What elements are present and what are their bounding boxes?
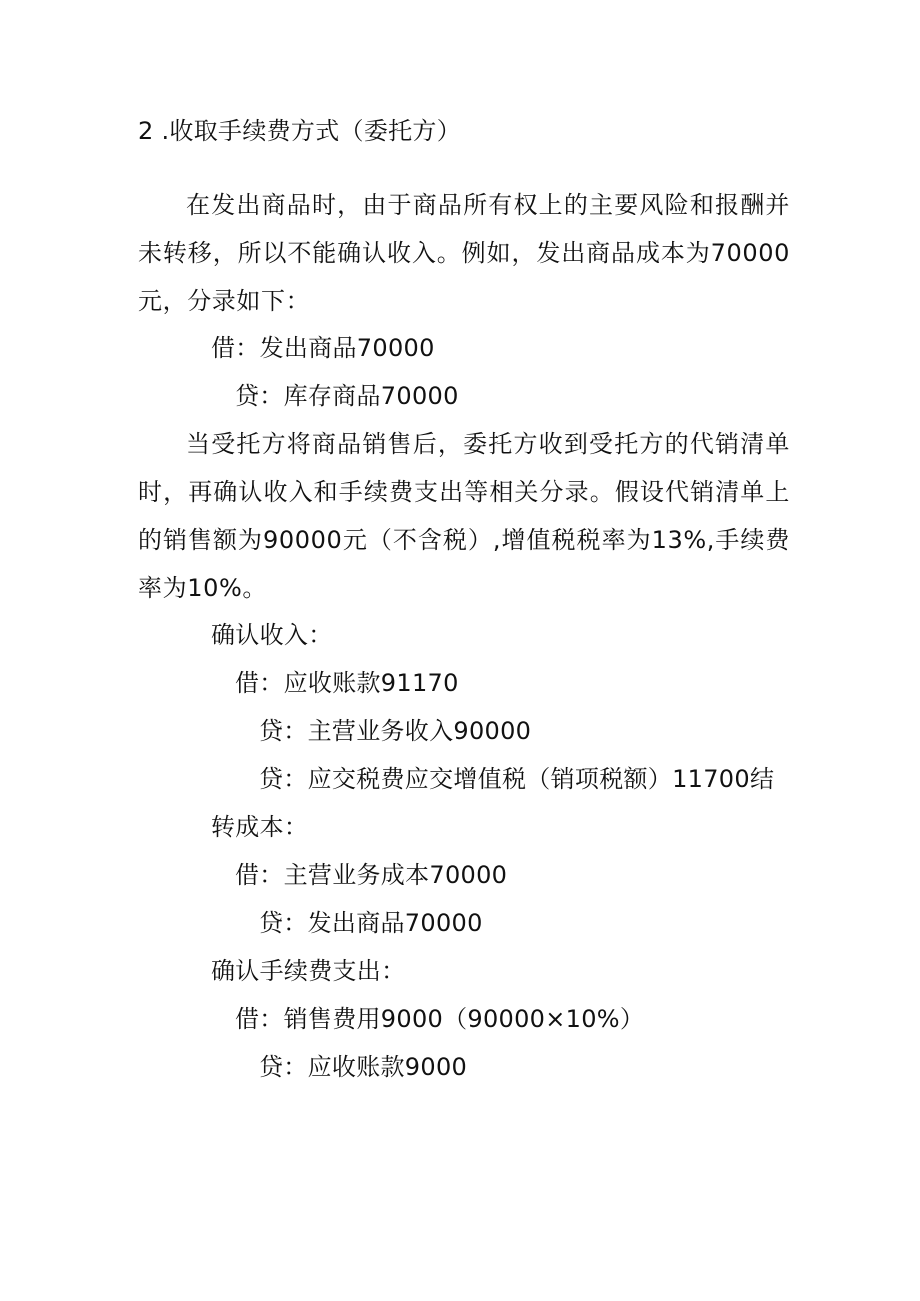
section-title: 2 .收取手续费方式（委托方） [138, 117, 462, 145]
recognize-revenue-debit: 借：应收账款91170 [235, 669, 459, 697]
fee-expense-credit: 贷：应收账款9000 [259, 1053, 468, 1081]
transfer-cost-debit: 借：主营业务成本70000 [235, 861, 508, 889]
recognize-revenue-heading: 确认收入： [211, 621, 333, 649]
fee-expense-debit: 借：销售费用9000（90000×10%） [235, 1005, 645, 1033]
transfer-cost-heading: 转成本： [211, 813, 309, 841]
transfer-cost-credit: 贷：发出商品70000 [259, 909, 483, 937]
fee-expense-heading: 确认手续费支出： [211, 957, 406, 985]
paragraph-consignment-intro: 在发出商品时，由于商品所有权上的主要风险和报酬并未转移，所以不能确认收入。例如，发出商品成本为70000元，分录如下： [138, 191, 790, 315]
entry-1-credit: 贷：库存商品70000 [235, 382, 459, 410]
paragraph-settlement: 当受托方将商品销售后，委托方收到受托方的代销清单时，再确认收入和手续费支出等相关分录。假设代销清单上的销售额为90000元（不含税）,增值税税率为13%,手续费率为10%。 [138, 430, 790, 602]
entry-1-debit: 借：发出商品70000 [211, 334, 435, 362]
recognize-revenue-credit-vat: 贷：应交税费应交增值税（销项税额）11700结 [259, 765, 775, 793]
recognize-revenue-credit-revenue: 贷：主营业务收入90000 [259, 717, 532, 745]
